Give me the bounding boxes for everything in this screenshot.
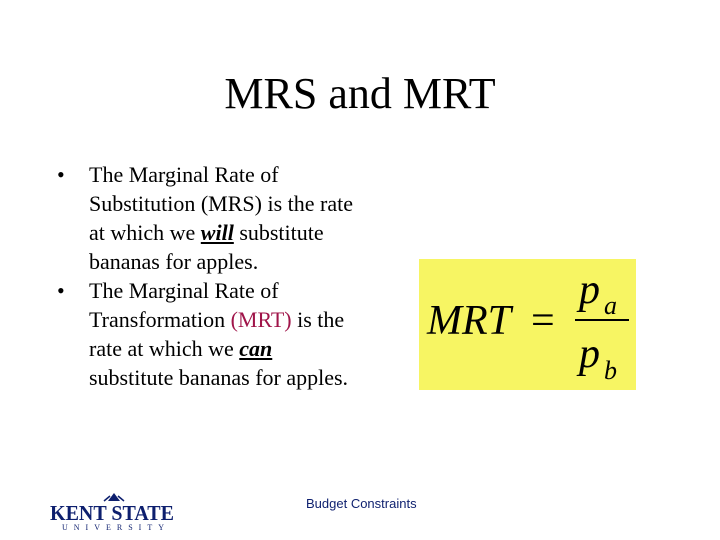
logo-wordmark: KENT STATE — [50, 501, 174, 525]
formula-lhs: MRT — [427, 298, 511, 344]
highlight-mrt: (MRT) — [230, 307, 292, 332]
bullet-text: The Marginal Rate of Transformation — [89, 278, 279, 332]
bullet-item-mrt — [57, 276, 357, 392]
formula-denominator-sub: b — [604, 356, 617, 385]
kent-state-logo — [48, 492, 178, 532]
formula-equals: = — [531, 298, 555, 344]
emphasis-will: will — [200, 220, 234, 245]
bullet-text: substitute bananas for apples. — [89, 365, 349, 390]
formula-numerator-sub: a — [604, 291, 617, 320]
bullet-item-mrs — [57, 160, 357, 276]
formula-numerator: p — [579, 267, 600, 313]
formula-denominator: p — [579, 331, 600, 377]
bullet-dot: • — [57, 162, 65, 187]
logo-university: UNIVERSITY — [62, 523, 164, 532]
bullet-text: substitute bananas for apples. — [89, 220, 324, 274]
bullet-list — [57, 160, 357, 392]
logo-emblem-icon — [104, 493, 124, 501]
bullet-dot: • — [57, 278, 65, 303]
slide-title: MRS and MRT — [224, 69, 496, 118]
footer-label: Budget Constraints — [306, 496, 417, 511]
mrt-formula — [419, 259, 636, 390]
mrt-formula-box — [419, 259, 636, 390]
bullet-text: is the rate at which we — [89, 307, 345, 361]
emphasis-can: can — [239, 336, 273, 361]
bullet-text: The Marginal Rate of Substitution (MRS) is the rate at which we — [89, 162, 353, 245]
